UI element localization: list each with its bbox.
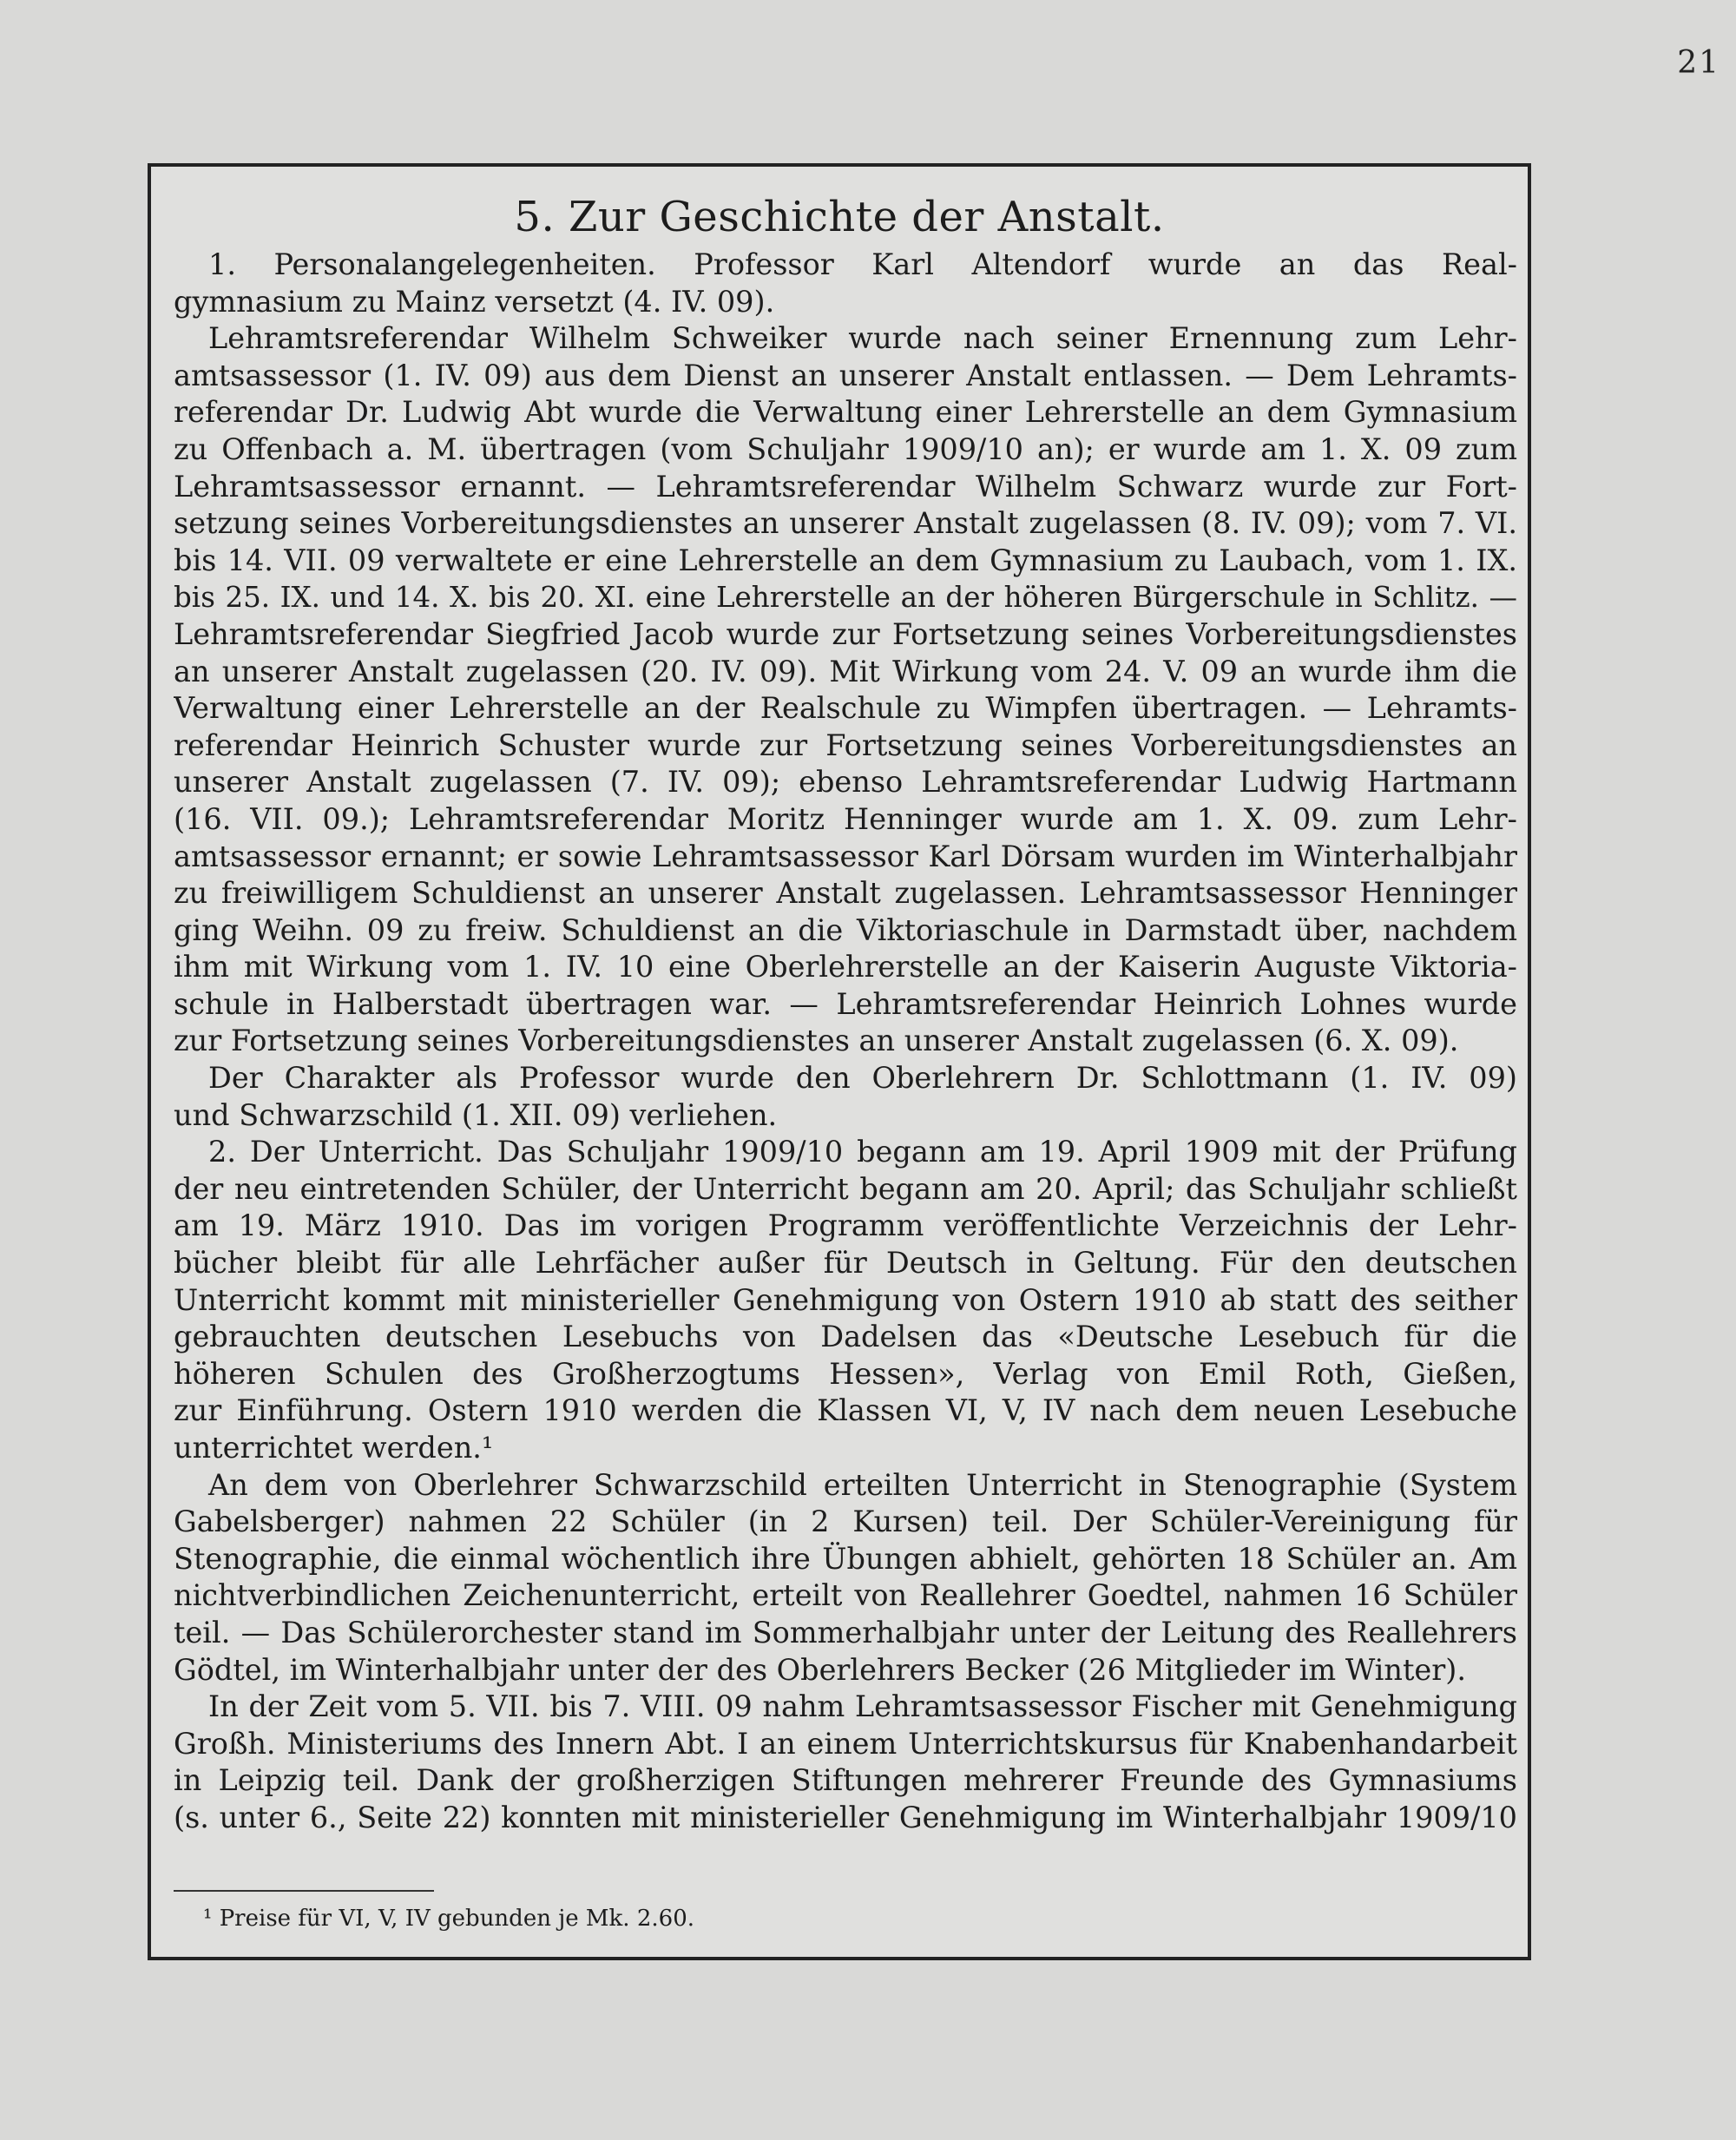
text-line: ihm mit Wirkung vom 1. IV. 10 eine Oberlehrerstelle an der Kaiserin Auguste Viktoria- — [174, 950, 1517, 984]
text-line: zur Einführung. Ostern 1910 werden die Klassen VI, V, IV nach dem neuen Lesebuche — [174, 1393, 1517, 1428]
text-line: am 19. März 1910. Das im vorigen Programm veröffentlichte Verzeichnis der Lehr- — [174, 1208, 1517, 1243]
text-line: Großh. Ministeriums des Innern Abt. I an einem Unterrichtskursus für Knabenhandarbeit — [174, 1726, 1517, 1761]
text-line: setzung seines Vorbereitungsdienstes an unserer Anstalt zugelassen (8. IV. 09); vom 7. VI. — [174, 506, 1517, 541]
text-line: Gabelsberger) nahmen 22 Schüler (in 2 Kursen) teil. Der Schüler-Vereinigung für — [174, 1505, 1517, 1539]
text-line: Unterricht kommt mit ministerieller Genehmigung von Ostern 1910 ab statt des seither — [174, 1282, 1517, 1317]
text-frame — [148, 163, 1531, 1960]
text-line: Lehramtsreferendar Wilhelm Schweiker wurde nach seiner Ernennung zum Lehr- — [208, 321, 1517, 356]
text-line: Gödtel, im Winterhalbjahr unter der des Oberlehrers Becker (26 Mitglieder im Winter). — [174, 1652, 1466, 1687]
text-line: bücher bleibt für alle Lehrfächer außer für Deutsch in Geltung. Für den deutschen — [174, 1246, 1517, 1281]
text-line: schule in Halberstadt übertragen war. — Lehramtsreferendar Heinrich Lohnes wurde — [174, 986, 1517, 1021]
text-line: und Schwarzschild (1. XII. 09) verliehen. — [174, 1097, 778, 1132]
text-line: Stenographie, die einmal wöchentlich ihre Übungen abhielt, gehörten 18 Schüler an. Am — [174, 1541, 1517, 1576]
text-line: bis 14. VII. 09 verwaltete er eine Lehrerstelle an dem Gymnasium zu Laubach, vom 1. IX. — [174, 543, 1517, 577]
text-line: höheren Schulen des Großherzogtums Hessen», Verlag von Emil Roth, Gießen, — [174, 1356, 1517, 1391]
text-line: 2. Der Unterricht. Das Schuljahr 1909/10 begann am 19. April 1909 mit der Prüfung — [208, 1135, 1517, 1169]
page-number: 21 — [1677, 45, 1720, 81]
text-line: referendar Dr. Ludwig Abt wurde die Verwaltung einer Lehrerstelle an dem Gymnasium — [174, 395, 1517, 430]
text-line: zu freiwilligem Schuldienst an unserer Anstalt zugelassen. Lehramtsassessor Henninger — [174, 876, 1517, 911]
text-line: In der Zeit vom 5. VII. bis 7. VIII. 09 nahm Lehramtsassessor Fischer mit Genehmigung — [208, 1689, 1517, 1724]
text-line: amtsassessor ernannt; er sowie Lehramtsassessor Karl Dörsam wurden im Winterhalbjahr — [174, 839, 1517, 873]
text-line: in Leipzig teil. Dank der großherzigen Stiftungen mehrerer Freunde des Gymnasiums — [174, 1763, 1517, 1798]
text-line: zur Fortsetzung seines Vorbereitungsdienstes an unserer Anstalt zugelassen (6. X. 09). — [174, 1024, 1459, 1058]
text-line: Der Charakter als Professor wurde den Oberlehrern Dr. Schlottmann (1. IV. 09) — [208, 1061, 1517, 1096]
text-line: Lehramtsassessor ernannt. — Lehramtsreferendar Wilhelm Schwarz wurde zur Fort- — [174, 469, 1517, 504]
text-line: An dem von Oberlehrer Schwarzschild erteilten Unterricht in Stenographie (System — [208, 1467, 1517, 1502]
text-line: zu Offenbach a. M. übertragen (vom Schuljahr 1909/10 an); er wurde am 1. X. 09 zum — [174, 431, 1517, 466]
text-line: ging Weihn. 09 zu freiw. Schuldienst an die Viktoriaschule in Darmstadt über, nachdem — [174, 912, 1517, 947]
text-line: 1. Personalangelegenheiten. Professor Karl Altendorf wurde an das Real- — [208, 247, 1517, 281]
text-line: nichtverbindlichen Zeichenunterricht, erteilt von Reallehrer Goedtel, nahmen 16 Schüler — [174, 1578, 1517, 1613]
text-line: Verwaltung einer Lehrerstelle an der Realschule zu Wimpfen übertragen. — Lehramts- — [174, 691, 1517, 726]
text-line: gymnasium zu Mainz versetzt (4. IV. 09). — [174, 284, 775, 319]
text-line: (s. unter 6., Seite 22) konnten mit ministerieller Genehmigung im Winterhalbjahr 1909/10 — [174, 1800, 1517, 1834]
text-line: gebrauchten deutschen Lesebuchs von Dadelsen das «Deutsche Lesebuch für die — [174, 1320, 1517, 1354]
section-title: 5. Zur Geschichte der Anstalt. — [514, 193, 1165, 241]
text-line: der neu eintretenden Schüler, der Unterricht begann am 20. April; das Schuljahr schließt — [174, 1171, 1517, 1206]
footnote: ¹ Preise für VI, V, IV gebunden je Mk. 2.60. — [203, 1906, 694, 1932]
text-line: an unserer Anstalt zugelassen (20. IV. 09). Mit Wirkung vom 24. V. 09 an wurde ihm die — [174, 654, 1517, 688]
body-text — [174, 247, 1517, 1837]
text-line: referendar Heinrich Schuster wurde zur Fortsetzung seines Vorbereitungsdienstes an — [174, 728, 1517, 762]
text-line: unterrichtet werden.¹ — [174, 1431, 494, 1465]
text-line: Lehramtsreferendar Siegfried Jacob wurde zur Fortsetzung seines Vorbereitungsdienstes — [174, 616, 1517, 651]
text-line: unserer Anstalt zugelassen (7. IV. 09); ebenso Lehramtsreferendar Ludwig Hartmann — [174, 765, 1517, 800]
text-line: teil. — Das Schülerorchester stand im Sommerhalbjahr unter der Leitung des Reallehrers — [174, 1615, 1517, 1649]
text-line: amtsassessor (1. IV. 09) aus dem Dienst an unserer Anstalt entlassen. — Dem Lehramts- — [174, 358, 1517, 392]
text-line: (16. VII. 09.); Lehramtsreferendar Moritz Henninger wurde am 1. X. 09. zum Lehr- — [174, 801, 1517, 836]
footnote-rule — [174, 1890, 434, 1892]
text-line: bis 25. IX. und 14. X. bis 20. XI. eine Lehrerstelle an der höheren Bürgerschule in Schlitz. — — [174, 581, 1517, 615]
